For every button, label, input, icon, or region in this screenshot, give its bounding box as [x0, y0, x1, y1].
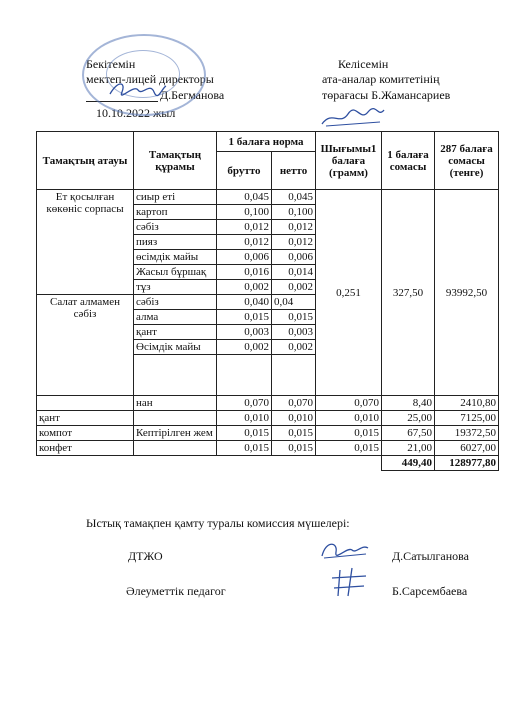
approval-date: 10.10.2022 жыл: [96, 106, 176, 120]
gross-value: 0,012: [217, 220, 272, 235]
total-value: 93992,50: [435, 190, 499, 396]
table-row: [37, 396, 499, 411]
chair-signature: [320, 104, 386, 130]
dish-name: компот: [37, 426, 134, 441]
total-value: 7125,00: [435, 411, 499, 426]
net-value: 0,015: [272, 426, 316, 441]
ingredient: тұз: [134, 280, 217, 295]
gross-value: 0,002: [217, 340, 272, 355]
ingredient: Кептірілген жем: [134, 426, 217, 441]
gross-value: 0,002: [217, 280, 272, 295]
header-composition: Тамақтың құрамы: [134, 132, 217, 190]
consumption-value: 0,070: [316, 396, 382, 411]
member1-role: ДТЖО: [128, 549, 163, 563]
ingredient: сәбіз: [134, 220, 217, 235]
per-child-value: 25,00: [382, 411, 435, 426]
gross-value: 0,100: [217, 205, 272, 220]
committee-position: ата-аналар комитетінің: [322, 72, 440, 86]
approve-label: Бекітемін: [86, 57, 136, 71]
gross-value: 0,040: [217, 295, 272, 310]
ingredient: пияз: [134, 235, 217, 250]
grand-total: 128977,80: [435, 456, 499, 471]
net-value: 0,012: [272, 220, 316, 235]
ingredient: Жасыл бұршақ: [134, 265, 217, 280]
net-value: 0,04: [272, 295, 316, 310]
header-gross: брутто: [217, 152, 272, 190]
net-value: 0,010: [272, 411, 316, 426]
gross-value: 0,070: [217, 396, 272, 411]
totals-row: [37, 456, 499, 471]
ingredient: қант: [134, 325, 217, 340]
gross-value: 0,003: [217, 325, 272, 340]
director-signature: [108, 78, 168, 100]
per-child-value: 67,50: [382, 426, 435, 441]
menu-table: [36, 131, 499, 471]
consumption-value: 0,010: [316, 411, 382, 426]
total-value: 19372,50: [435, 426, 499, 441]
header-total: 287 балаға сомасы (тенге): [435, 132, 499, 190]
table-row: [37, 426, 499, 441]
dish-name: Салат алмамен сәбіз: [37, 295, 134, 396]
net-value: 0,014: [272, 265, 316, 280]
table-row: [37, 411, 499, 426]
consumption-value: 0,251: [316, 190, 382, 396]
consumption-value: 0,015: [316, 426, 382, 441]
gross-value: 0,015: [217, 426, 272, 441]
ingredient: картоп: [134, 205, 217, 220]
approver-position: мектеп-лицей директоры: [86, 72, 214, 86]
dish-name: конфет: [37, 441, 134, 456]
member2-name: Б.Сарсембаева: [392, 584, 468, 598]
commission-title: Ыстық тамақпен қамту туралы комиссия мүшелері:: [86, 516, 350, 530]
gross-value: 0,016: [217, 265, 272, 280]
ingredient: өсімдік майы: [134, 250, 217, 265]
header-norm: 1 балаға норма: [217, 132, 316, 152]
table-row: [37, 190, 499, 205]
ingredient: сиыр еті: [134, 190, 217, 205]
net-value: 0,045: [272, 190, 316, 205]
member1-signature: [318, 538, 372, 562]
net-value: 0,003: [272, 325, 316, 340]
gross-value: 0,012: [217, 235, 272, 250]
ingredient: сәбіз: [134, 295, 217, 310]
net-value: 0,015: [272, 310, 316, 325]
header-consumption: Шығымы1 балаға (грамм): [316, 132, 382, 190]
net-value: 0,006: [272, 250, 316, 265]
gross-value: 0,006: [217, 250, 272, 265]
committee-chair: төрағасы Б.Жамансариев: [322, 88, 451, 102]
header-net: нетто: [272, 152, 316, 190]
per-child-value: 21,00: [382, 441, 435, 456]
table-row: [37, 441, 499, 456]
net-value: 0,012: [272, 235, 316, 250]
dish-name: Ет қосылған көкөніс сорпасы: [37, 190, 134, 295]
approver-name: Д.Бегманова: [160, 88, 225, 102]
gross-value: 0,045: [217, 190, 272, 205]
gross-value: 0,015: [217, 310, 272, 325]
net-value: 0,070: [272, 396, 316, 411]
ingredient: нан: [134, 396, 217, 411]
school-stamp: [82, 34, 206, 116]
net-value: 0,002: [272, 340, 316, 355]
member1-name: Д.Сатылганова: [392, 549, 470, 563]
header-food-name: Тамақтың атауы: [37, 132, 134, 190]
member2-signature: [330, 566, 370, 600]
net-value: 0,015: [272, 441, 316, 456]
net-value: 0,002: [272, 280, 316, 295]
per-child-value: 8,40: [382, 396, 435, 411]
total-per-child: 449,40: [382, 456, 435, 471]
agree-label: Келісемін: [338, 57, 389, 71]
gross-value: 0,015: [217, 441, 272, 456]
ingredient: алма: [134, 310, 217, 325]
header-per-child: 1 балаға сомасы: [382, 132, 435, 190]
consumption-value: 0,015: [316, 441, 382, 456]
total-value: 6027,00: [435, 441, 499, 456]
member2-role: Әлеуметтік педагог: [126, 584, 226, 598]
per-child-value: 327,50: [382, 190, 435, 396]
net-value: 0,100: [272, 205, 316, 220]
ingredient: Өсімдік майы: [134, 340, 217, 355]
gross-value: 0,010: [217, 411, 272, 426]
total-value: 2410,80: [435, 396, 499, 411]
dish-name: қант: [37, 411, 134, 426]
